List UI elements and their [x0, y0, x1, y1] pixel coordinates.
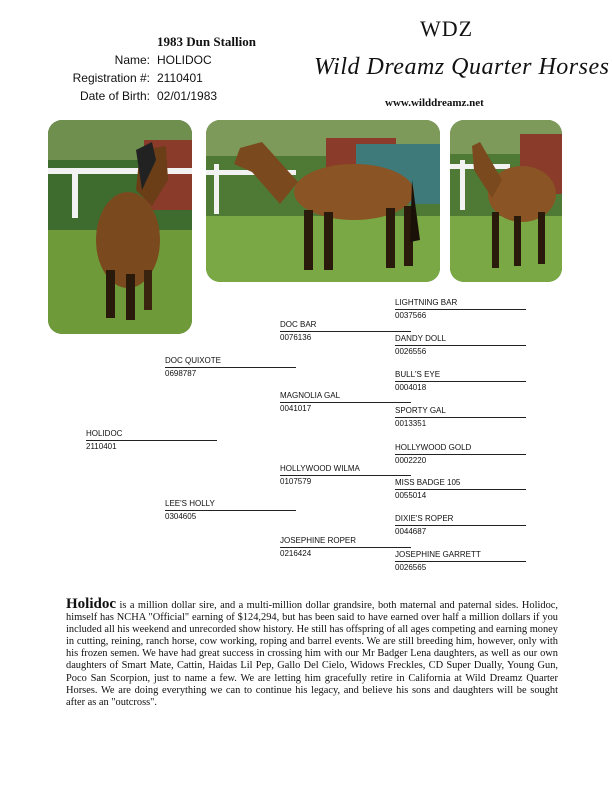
pedigree-g5: [395, 443, 526, 466]
dob-value: 02/01/1983: [157, 89, 218, 103]
dob-label: Date of Birth:: [79, 89, 150, 103]
pedigree-sire-sire: [280, 320, 411, 343]
description-paragraph: [66, 598, 558, 709]
horse-photo-quarter: [450, 120, 562, 282]
pedigree-reg: 0026565: [395, 563, 427, 572]
description-lead: Holidoc: [66, 596, 117, 612]
pedigree-name: JOSEPHINE ROPER: [280, 536, 411, 548]
pedigree-reg: 0026556: [395, 347, 427, 356]
logo-mark: WDZ: [420, 16, 474, 41]
pedigree-name: HOLLYWOOD WILMA: [280, 464, 411, 476]
pedigree-g2: [395, 334, 526, 357]
pedigree-name: HOLIDOC: [86, 429, 217, 441]
name-label: Name:: [114, 53, 150, 67]
pedigree-sire-dam: [280, 391, 411, 414]
pedigree-name: MAGNOLIA GAL: [280, 391, 411, 403]
logo-text: Wild Dreamz Quarter Horses: [314, 54, 610, 80]
pedigree-g6: [395, 478, 526, 501]
pedigree-g8: [395, 550, 526, 573]
pedigree-reg: 0041017: [280, 404, 312, 413]
pedigree-g7: [395, 514, 526, 537]
pedigree-reg: 0304605: [165, 512, 197, 521]
horse-photo-side: [206, 120, 440, 282]
description-body: is a million dollar sire, and a multi-million dollar grandsire, both maternal and paternal sides. Holidoc, himself has NCHA "Official" earning of $124,294, but has been said to have earned over half a million dollars if you included all his weekend and unrecorded show history. He still has offspring of all ages competing and earning money in cutting, reining, ranch horse, cow working, roping and barrel events. We are still breeding him, however, only with his frozen semen. We have had great success in crossing him with our Mr Badger Lena daughters, as well as our own daughters of Smart Mate, Cattin, Haidas Lil Pep, Gallo Del Cielo, Widows Freckles, CD Super Dually, Young Gun, Poco San Scorpion, just to name a few. We are letting him gracefully retire in California at Wild Dreamz Quarter Horses. We are doing everything we can to continue his legacy, and believe his sons and daughters will be sought after as an "outcross".: [66, 600, 558, 708]
pedigree-name: HOLLYWOOD GOLD: [395, 443, 526, 455]
pedigree-name: DOC QUIXOTE: [165, 356, 296, 368]
pedigree-name: LIGHTNING BAR: [395, 298, 526, 310]
pedigree-reg: 0004018: [395, 383, 427, 392]
pedigree-g1: [395, 298, 526, 321]
pedigree-name: DIXIE'S ROPER: [395, 514, 526, 526]
pedigree-reg: 2110401: [86, 442, 117, 451]
pedigree-name: SPORTY GAL: [395, 406, 526, 418]
name-value: HOLIDOC: [157, 53, 212, 67]
pedigree-dam-dam: [280, 536, 411, 559]
pedigree-name: MISS BADGE 105: [395, 478, 526, 490]
pedigree-reg: 0698787: [165, 369, 197, 378]
pedigree-reg: 0055014: [395, 491, 427, 500]
pedigree-name: DOC BAR: [280, 320, 411, 332]
pedigree-g3: [395, 370, 526, 393]
horse-photo-front: [48, 120, 192, 334]
pedigree-reg: 0002220: [395, 456, 427, 465]
page-title: 1983 Dun Stallion: [157, 34, 256, 49]
website-link[interactable]: www.wilddreamz.net: [385, 97, 484, 109]
pedigree-reg: 0216424: [280, 549, 312, 558]
registration-label: Registration #:: [72, 71, 150, 85]
pedigree-name: DANDY DOLL: [395, 334, 526, 346]
pedigree-g4: [395, 406, 526, 429]
pedigree-subject: [86, 429, 217, 452]
pedigree-name: LEE'S HOLLY: [165, 499, 296, 511]
pedigree-reg: 0044687: [395, 527, 427, 536]
pedigree-reg: 0107579: [280, 477, 312, 486]
pedigree-reg: 0013351: [395, 419, 427, 428]
pedigree-dam: [165, 499, 296, 522]
pedigree-sire: [165, 356, 296, 379]
pedigree-name: BULL'S EYE: [395, 370, 526, 382]
pedigree-name: JOSEPHINE GARRETT: [395, 550, 526, 562]
registration-value: 2110401: [157, 71, 203, 85]
pedigree-reg: 0037566: [395, 311, 427, 320]
pedigree-dam-sire: [280, 464, 411, 487]
pedigree-reg: 0076136: [280, 333, 312, 342]
